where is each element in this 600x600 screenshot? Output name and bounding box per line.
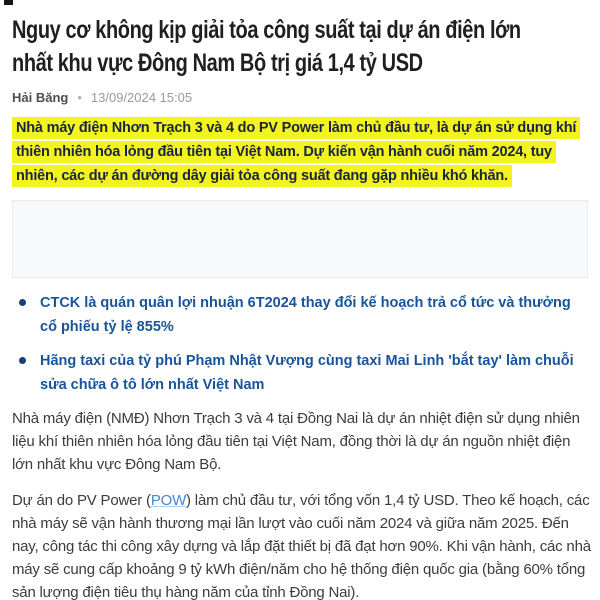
publish-timestamp: 13/09/2024 15:05 [90,90,193,105]
related-links-list [12,291,592,397]
related-link-item [12,291,588,339]
cropped-edge-mark [4,0,13,5]
article-title [12,14,592,80]
article-title-line-2: nhất khu vực Đông Nam Bộ trị giá 1,4 tỷ USD [12,49,423,77]
article-image-placeholder [12,200,588,278]
related-link-item [12,349,588,397]
byline [12,90,592,105]
body-paragraph-2 [12,489,592,600]
bullet-dot-icon [19,299,26,306]
summary-highlight: Nhà máy điện Nhơn Trạch 3 và 4 do PV Power làm chủ đầu tư, là dự án sử dụng khí thiên nhiên hóa lỏng đầu tiên tại Việt Nam. Dự kiến vận hành cuối năm 2024, tuy nhiên, các dự án đường dây giải tỏa công suất đang gặp nhiều khó khăn. [12,117,580,187]
author-link[interactable]: Hải Băng [12,90,69,105]
paragraph-2-text-before-link: Dự án do PV Power ( [12,492,151,509]
article-page [0,14,600,600]
byline-separator-dot: • [77,90,82,105]
related-link-1[interactable]: CTCK là quán quân lợi nhuận 6T2024 thay đổi kế hoạch trả cổ tức và thưởng cổ phiếu tỷ lệ 855% [40,295,571,335]
article-title-line-1: Nguy cơ không kịp giải tỏa công suất tại dự án điện lớn [12,16,521,44]
body-paragraph-1: Nhà máy điện (NMĐ) Nhơn Trạch 3 và 4 tại Đồng Nai là dự án nhiệt điện sử dụng nhiên liệu khí thiên nhiên hóa lỏng đầu tiên tại Việt Nam, đồng thời là dự án nguồn nhiệt điện lớn nhất khu vực Đông Nam Bộ. [12,410,580,473]
related-link-2[interactable]: Hãng taxi của tỷ phú Phạm Nhật Vượng cùng taxi Mai Linh 'bắt tay' làm chuỗi sửa chữa ô tô lớn nhất Việt Nam [40,353,574,393]
stock-ticker-link-pow[interactable]: POW [150,492,187,509]
article-summary [12,116,592,188]
bullet-dot-icon [19,357,26,364]
paragraph-2-text-after-link: ) làm chủ đầu tư, với tổng vốn 1,4 tỷ USD. Theo kế hoạch, các nhà máy sẽ vận hành thương mại lần lượt vào cuối năm 2024 và giữa năm 2025. Đến nay, công tác thi công xây dựng và lắp đặt thiết bị đã đạt hơn 90%. Khi vận hành, các nhà máy sẽ cung cấp khoảng 9 tỷ kWh điện/năm cho hệ thống điện quốc gia (bằng 60% tổng sản lượng điện tiêu thụ hàng năm của tỉnh Đồng Nai). [12,492,591,600]
